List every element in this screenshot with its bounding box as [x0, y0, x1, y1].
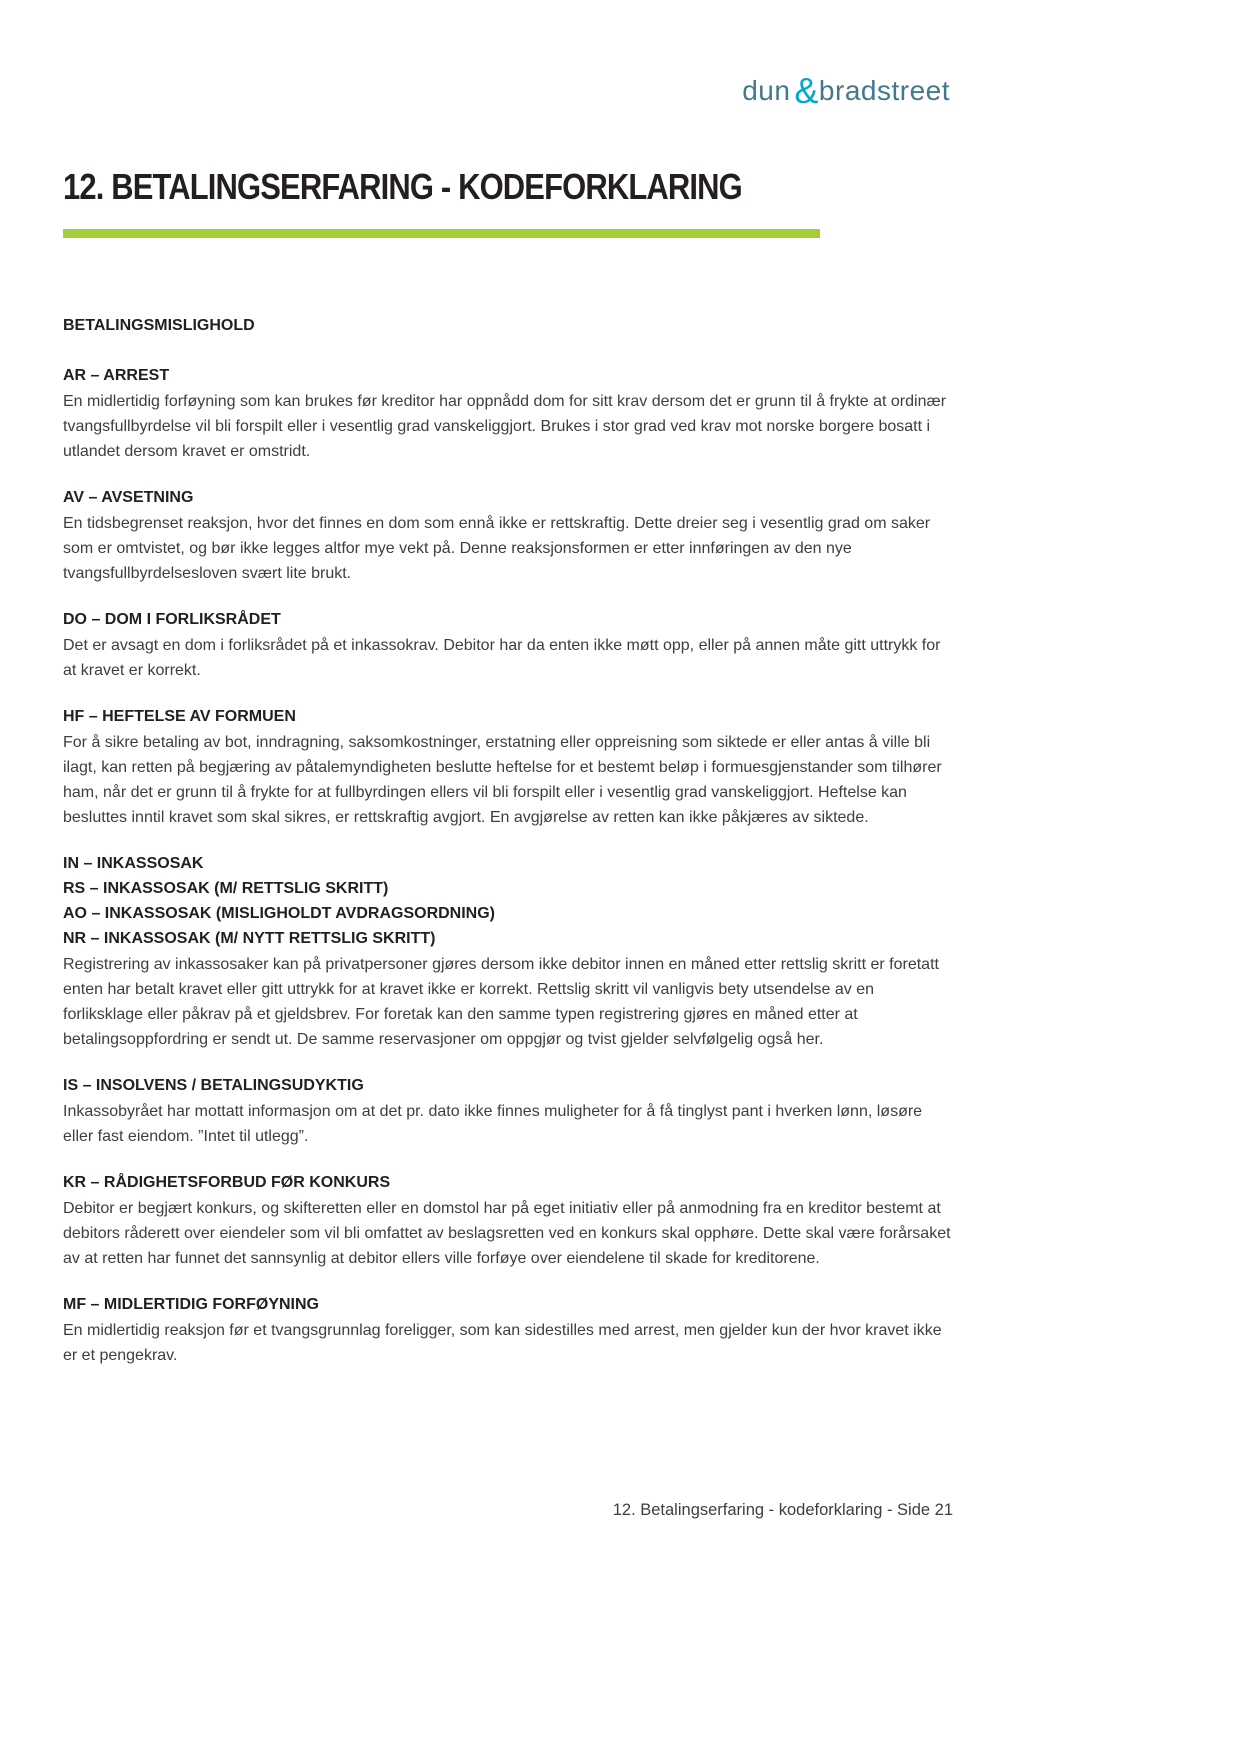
title-underline-bar [63, 229, 820, 238]
page-footer: 12. Betalingserfaring - kodeforklaring - Side 21 [612, 1501, 953, 1519]
entry-body: Inkassobyrået har mottatt informasjon om at det pr. dato ikke finnes muligheter for å få tinglyst pant i hverken lønn, løsøre eller fast eiendom. ”Intet til utlegg”. [63, 1103, 923, 1145]
entry-body: En tidsbegrenset reaksjon, hvor det finnes en dom som ennå ikke er rettskraftig. Dette dreier seg i vesentlig grad om saker som er omtvistet, og bør ikke legges altfor mye vekt på. Denne reaksjonsformen er etter innføringen av den nye tvangsfullbyrdelsesloven svært lite brukt. [63, 515, 931, 582]
code-entry-mf [63, 1292, 956, 1368]
entry-body: For å sikre betaling av bot, inndragning, saksomkostninger, erstatning eller oppreisning som siktede er eller antas å ville bli ilagt, kan retten på begjæring av påtalemyndigheten beslutte heftelse for et bestemt beløp i formuesgjenstander som tilhører ham, når det er grunn til å frykte for at fullbyrdingen ellers vil bli forspilt eller i vesentlig grad vanskeliggjort. Heftelse kan besluttes inntil kravet som skal sikres, er rettskraftig avgjort. En avgjørelse av retten kan ikke påkjæres av siktede. [63, 734, 942, 826]
entry-body: Det er avsagt en dom i forliksrådet på et inkassokrav. Debitor har da enten ikke møtt opp, eller på annen måte gitt uttrykk for at kravet er korrekt. [63, 637, 941, 679]
entry-heading: IN – INKASSOSAK [63, 855, 204, 872]
entry-heading: DO – DOM I FORLIKSRÅDET [63, 611, 281, 628]
logo-text-bradstreet: bradstreet [818, 75, 950, 106]
entry-heading: AV – AVSETNING [63, 489, 194, 506]
entry-body: En midlertidig reaksjon før et tvangsgrunnlag foreligger, som kan sidestilles med arrest, men gjelder kun der hvor kravet ikke er et pengekrav. [63, 1322, 942, 1364]
entry-heading: AR – ARREST [63, 367, 170, 384]
code-entry-is [63, 1073, 956, 1149]
section-heading: BETALINGSMISLIGHOLD [63, 317, 255, 334]
entry-body: Debitor er begjært konkurs, og skifteretten eller en domstol har på eget initiativ eller på anmodning fra en kreditor bestemt at debitors råderett over eiendeler som vil bli omfattet av beslagsretten ved en konkurs skal opphøre. Dette skal være forårsaket av at retten har funnet det sannsynlig at debitor ellers ville forføye over eiendelene til skade for kreditorene. [63, 1200, 951, 1267]
entry-heading: MF – MIDLERTIDIG FORFØYNING [63, 1296, 319, 1313]
dun-bradstreet-logo [742, 70, 950, 112]
entry-heading: NR – INKASSOSAK (M/ NYTT RETTSLIG SKRITT) [63, 930, 436, 947]
code-entry-inkasso-group [63, 851, 956, 1052]
entry-body: Registrering av inkassosaker kan på privatpersoner gjøres dersom ikke debitor innen en måned etter rettslig skritt er foretatt enten har betalt kravet eller gitt uttrykk for at kravet ikke er korrekt. Rettslig skritt vil vanligvis bety utsendelse av en forliksklage eller påkrav på et gjeldsbrev. For foretak kan den samme typen registrering gjøres en måned etter at betalingsoppfordring er sendt ut. De samme reservasjoner om oppgjør og tvist gjelder selvfølgelig også her. [63, 956, 939, 1048]
logo-ampersand-icon: & [794, 70, 819, 111]
entry-heading: HF – HEFTELSE AV FORMUEN [63, 708, 296, 725]
entry-heading: KR – RÅDIGHETSFORBUD FØR KONKURS [63, 1174, 391, 1191]
document-body [63, 313, 956, 1389]
code-entry-kr [63, 1170, 956, 1271]
entry-body: En midlertidig forføyning som kan brukes før kreditor har oppnådd dom for sitt krav dersom det er grunn til å frykte at ordinær tvangsfullbyrdelse vil bli forspilt eller i vesentlig grad vanskeliggjort. Brukes i stor grad ved krav mot norske borgere bosatt i utlandet dersom kravet er omstridt. [63, 393, 947, 460]
code-entry-av [63, 485, 956, 586]
logo-text-dun: dun [742, 75, 791, 106]
entry-heading: IS – INSOLVENS / BETALINGSUDYKTIG [63, 1077, 364, 1094]
entry-heading: AO – INKASSOSAK (MISLIGHOLDT AVDRAGSORDNING) [63, 905, 496, 922]
entry-heading: RS – INKASSOSAK (M/ RETTSLIG SKRITT) [63, 880, 389, 897]
page-title: 12. BETALINGSERFARING - KODEFORKLARING [63, 166, 742, 207]
code-entry-ar [63, 363, 956, 464]
code-entry-hf [63, 704, 956, 830]
code-entry-do [63, 607, 956, 683]
